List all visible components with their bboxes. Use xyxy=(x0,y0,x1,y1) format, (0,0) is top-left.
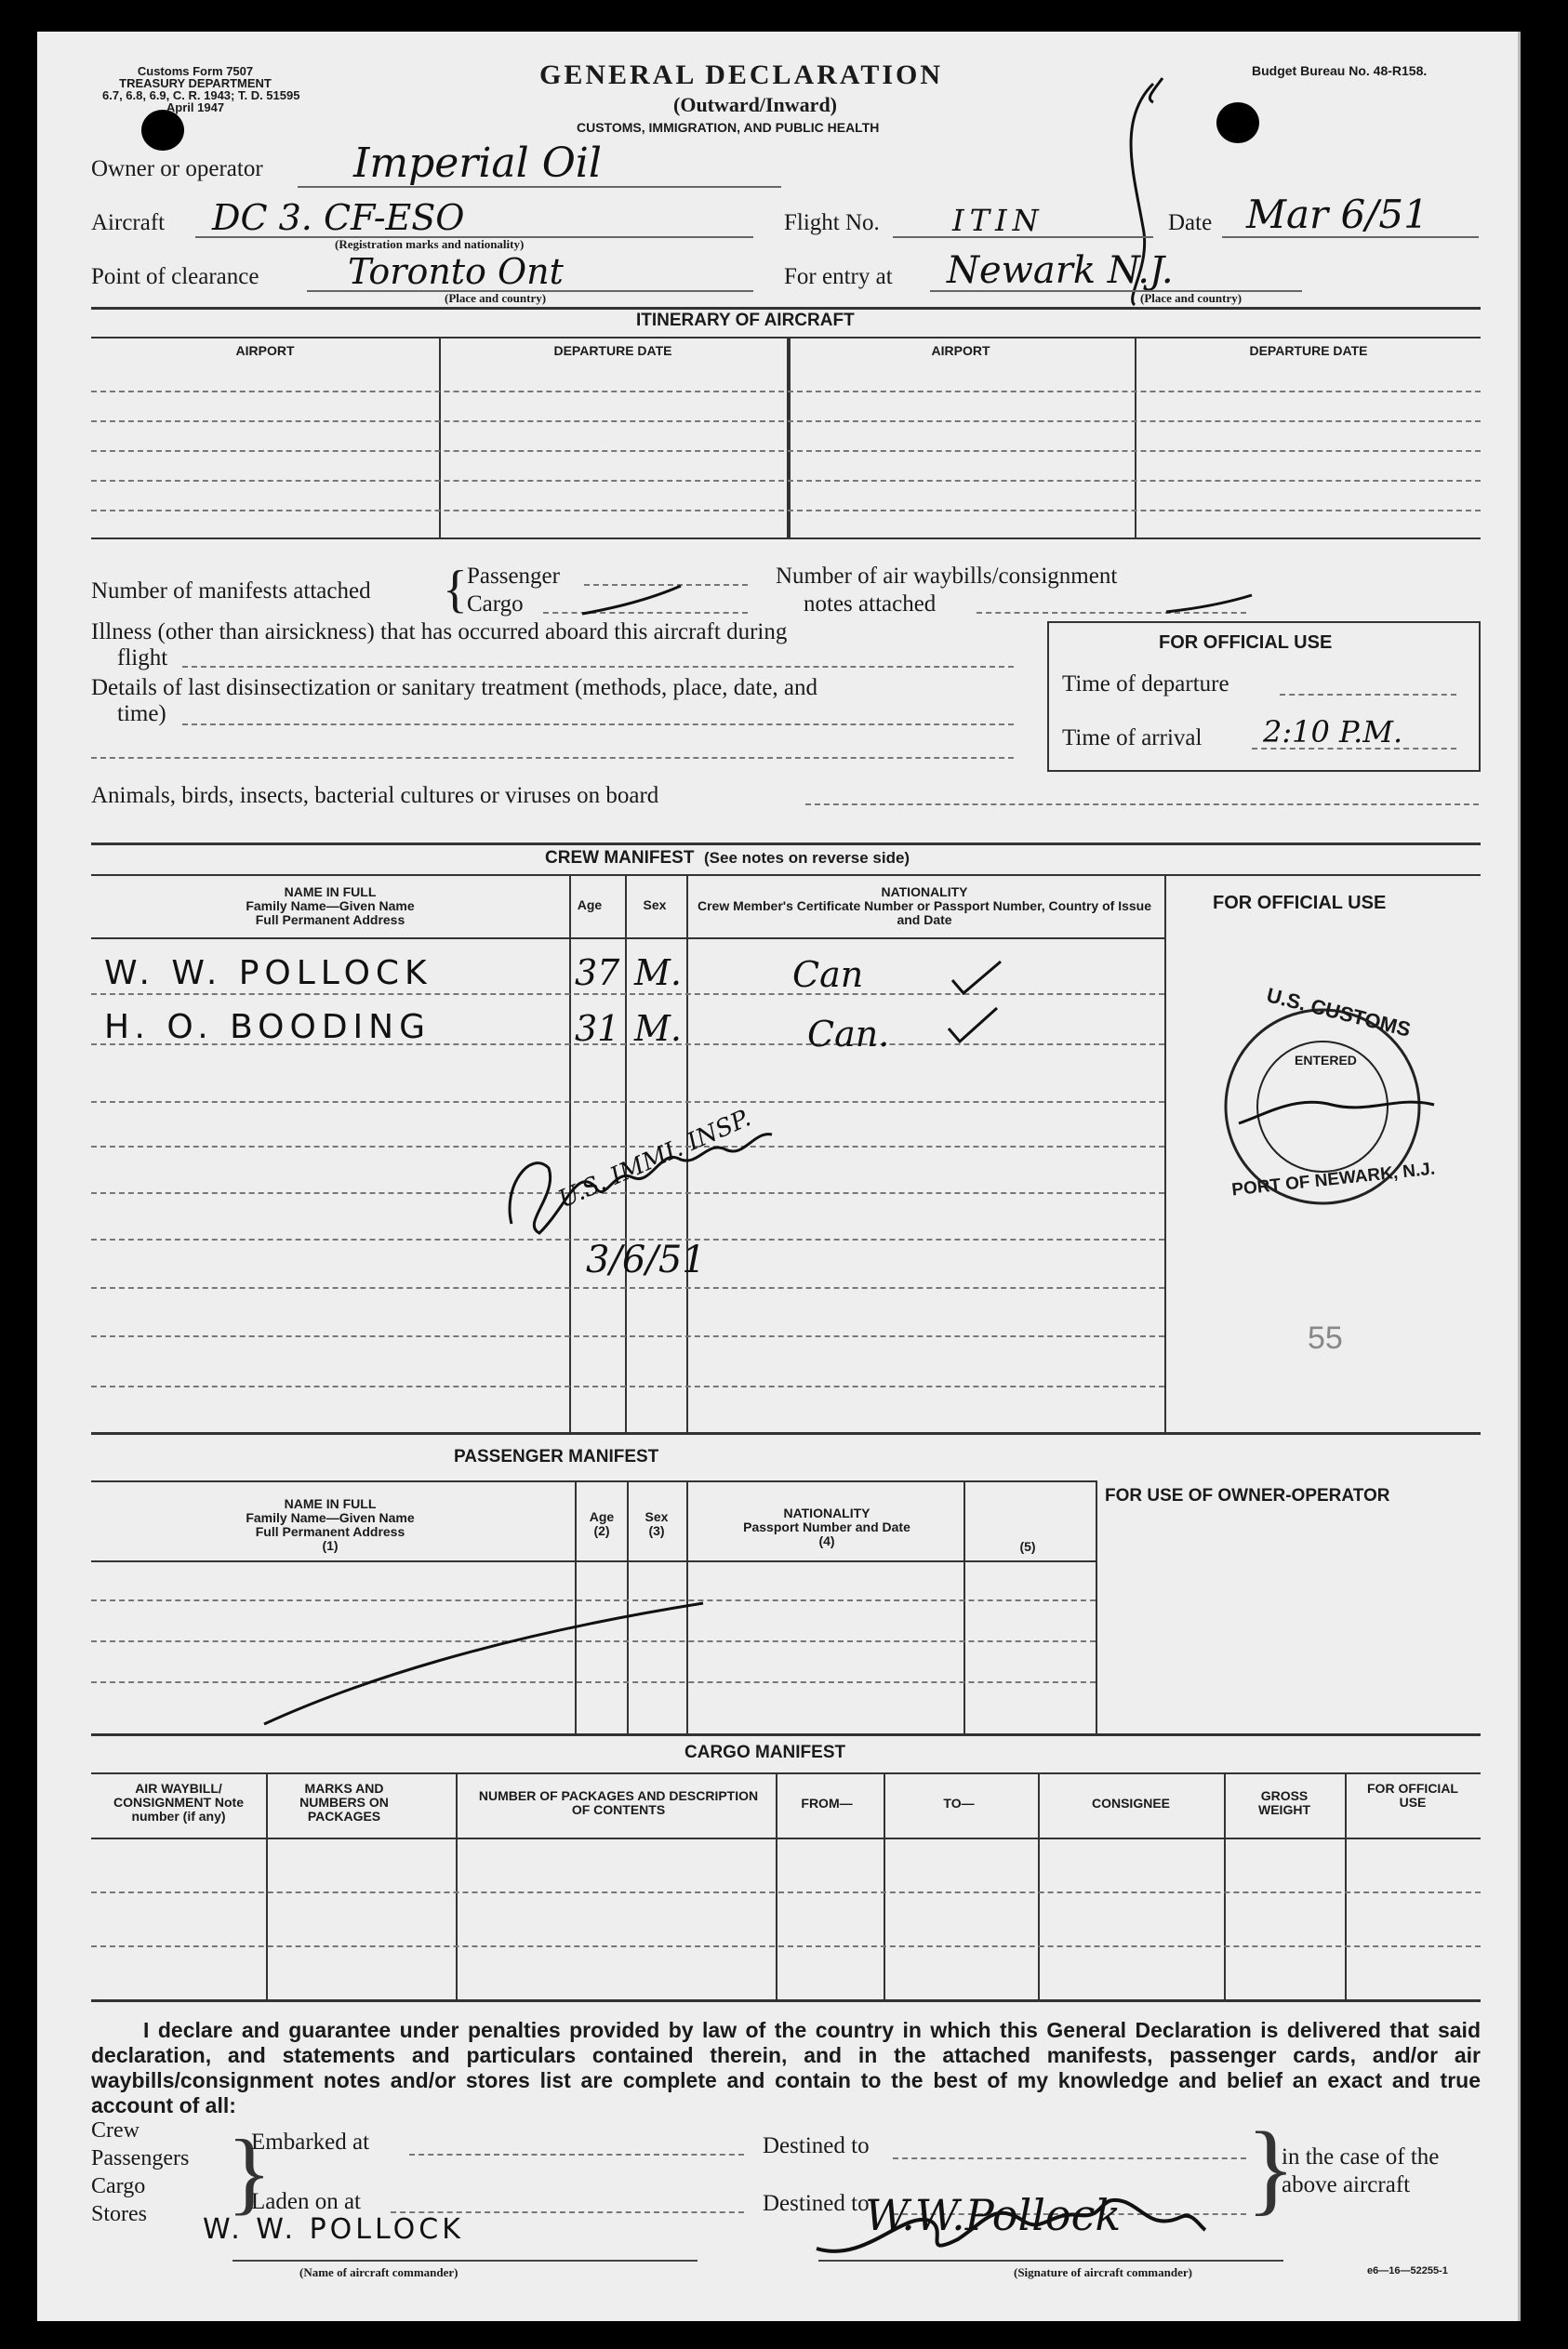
passenger-col-sex-2: (3) xyxy=(648,1523,665,1538)
signature-caption: (Signature of aircraft commander) xyxy=(1014,2265,1192,2279)
passenger-col-sex xyxy=(631,1510,683,1538)
form-date: April 1947 xyxy=(166,100,225,114)
disinsect-label-2: time) xyxy=(117,701,166,726)
declaration-list xyxy=(91,2117,189,2228)
print-code: e6—16—52255-1 xyxy=(1367,2265,1448,2276)
crew-col-name-3: Full Permanent Address xyxy=(255,912,405,927)
itinerary-row-line xyxy=(91,450,1481,452)
passenger-col-name-3: Full Permanent Address xyxy=(255,1524,405,1539)
cargo-col-from: FROM— xyxy=(801,1796,853,1811)
declaration-brace: } xyxy=(227,2120,272,2223)
list-crew: Crew xyxy=(91,2118,140,2143)
commander-name-line xyxy=(233,2260,698,2262)
destined-brace: } xyxy=(1246,2111,1296,2224)
aircraft-value: DC 3. CF-ESO xyxy=(212,197,465,238)
owner-label: Owner or operator xyxy=(91,156,263,181)
crew-title-row xyxy=(545,848,910,869)
embarked-line xyxy=(409,2154,744,2156)
arrival-time-line xyxy=(1252,748,1456,750)
passenger-col-nat-3: (4) xyxy=(818,1533,835,1548)
crew-col-nat-2: Crew Member's Certificate Number or Passport Number, Country of Issue and Date xyxy=(697,898,1151,927)
waybills-label: Number of air waybills/consignment xyxy=(776,564,1118,589)
entry-value: Newark N.J. xyxy=(947,249,1174,292)
cargo-divider xyxy=(1345,1772,1347,1999)
declaration-text: I declare and guarantee under penalties provided by law of the country in which this General Declaration is delivered that said declaration, and statements and particulars contained therein, and in the attached manifests, passenger cards, and/or air waybills/consignment notes and/or stores list are complete and contain to the best of my knowledge and belief an exact and true account of all: xyxy=(91,2018,1481,2117)
crew-row-line xyxy=(91,1335,1164,1337)
crew-row-1-age: 37 xyxy=(575,952,620,993)
itinerary-col-date-1: DEPARTURE DATE xyxy=(553,343,672,358)
cargo-col-consignee: CONSIGNEE xyxy=(1091,1796,1170,1811)
page-subtitle-2: CUSTOMS, IMMIGRATION, AND PUBLIC HEALTH xyxy=(577,120,880,135)
page-number: 55 xyxy=(1308,1320,1343,1356)
cargo-row-line xyxy=(91,1891,1481,1893)
cargo-col-to: TO— xyxy=(943,1796,975,1811)
commander-signature xyxy=(809,2174,1209,2267)
crew-row-2-age: 31 xyxy=(575,1008,620,1049)
passenger-col-name-4: (1) xyxy=(322,1538,339,1553)
embarked-label: Embarked at xyxy=(251,2130,370,2155)
cargo-bottom-border xyxy=(91,1999,1481,2002)
manifest-cargo-label: Cargo xyxy=(467,591,524,617)
date-value: Mar 6/51 xyxy=(1246,192,1428,237)
passenger-col-sex-1: Sex xyxy=(644,1509,669,1524)
passenger-divider xyxy=(1096,1480,1097,1733)
departure-time-label: Time of departure xyxy=(1062,671,1229,697)
crew-divider xyxy=(1164,874,1166,1432)
cargo-col-official: FOR OFFICIAL USE xyxy=(1367,1781,1458,1810)
date-underline xyxy=(1222,236,1479,238)
immigration-note: U.S. IMMI. INSP. xyxy=(554,1104,755,1214)
form-number: Customs Form 7507 xyxy=(137,64,254,78)
itinerary-row-line xyxy=(91,510,1481,511)
disinsect-line xyxy=(182,723,1014,725)
itinerary-bottom-border xyxy=(91,537,1481,539)
list-passengers: Passengers xyxy=(91,2146,190,2170)
crew-col-name-2: Family Name—Given Name xyxy=(246,898,415,913)
signature-line xyxy=(818,2260,1283,2262)
cargo-row-line xyxy=(91,1945,1481,1947)
in-case-label-2: above aircraft xyxy=(1282,2172,1411,2197)
laden-line xyxy=(391,2211,744,2213)
itinerary-row-line xyxy=(91,420,1481,422)
manifest-passenger-label: Passenger xyxy=(467,564,560,589)
stamp-bottom-text: PORT OF NEWARK, N.J. xyxy=(1230,1159,1437,1201)
itinerary-col-date-2: DEPARTURE DATE xyxy=(1249,343,1368,358)
crew-row-line xyxy=(91,1101,1164,1103)
arrival-time-label: Time of arrival xyxy=(1062,725,1203,750)
passenger-col-name xyxy=(93,1497,567,1553)
flight-value: ITIN xyxy=(952,203,1044,238)
passenger-col-age xyxy=(578,1510,625,1538)
punch-hole xyxy=(1216,102,1259,143)
punch-hole xyxy=(141,110,184,151)
destined-label-2: Destined to xyxy=(763,2191,870,2216)
cargo-dash-mark xyxy=(577,582,688,619)
crew-col-nat-1: NATIONALITY xyxy=(881,884,968,899)
manifests-brace: { xyxy=(443,561,468,618)
stamp-entered-text: ENTERED xyxy=(1295,1053,1357,1068)
passenger-col-age-2: (2) xyxy=(593,1523,610,1538)
waybills-dash-mark xyxy=(1163,591,1256,619)
entry-label: For entry at xyxy=(784,264,893,289)
in-case-label: in the case of the xyxy=(1282,2144,1440,2170)
entry-caption: (Place and country) xyxy=(1140,291,1242,305)
itinerary-header-line xyxy=(91,337,1481,338)
itinerary-row-line xyxy=(91,480,1481,482)
commander-signature-text: W.W.Pollock xyxy=(865,2190,1122,2240)
date-label: Date xyxy=(1168,210,1213,235)
flight-label: Flight No. xyxy=(784,210,880,235)
crew-col-name xyxy=(93,885,567,927)
clearance-label: Point of clearance xyxy=(91,264,259,289)
crew-title-note: (See notes on reverse side) xyxy=(704,849,910,867)
crew-row-1-sex: M. xyxy=(634,952,682,993)
immigration-date: 3/6/51 xyxy=(586,1239,706,1281)
passenger-header-bottom xyxy=(91,1560,1096,1562)
cargo-top-border xyxy=(91,1733,1481,1736)
commander-name: W. W. POLLOCK xyxy=(203,2213,464,2246)
cargo-col-packages: NUMBER OF PACKAGES AND DESCRIPTION OF CONTENTS xyxy=(478,1788,759,1817)
animals-line xyxy=(805,803,1479,805)
crew-row-2-name: H. O. BOODING xyxy=(104,1008,431,1046)
crew-header-top xyxy=(91,874,1481,876)
itinerary-col-airport-1: AIRPORT xyxy=(235,343,295,358)
name-caption: (Name of aircraft commander) xyxy=(299,2265,458,2279)
cargo-col-marks: MARKS AND NUMBERS ON PACKAGES xyxy=(299,1781,389,1824)
passenger-strike-line xyxy=(260,1599,707,1730)
passenger-col-owner: FOR USE OF OWNER-OPERATOR xyxy=(1105,1486,1390,1506)
cargo-col-weight: GROSS WEIGHT xyxy=(1258,1788,1310,1817)
regulation-ref: 6.7, 6.8, 6.9, C. R. 1943; T. D. 51595 xyxy=(102,88,300,102)
cargo-header-top xyxy=(91,1772,1481,1774)
passenger-col-nat-1: NATIONALITY xyxy=(783,1506,870,1520)
crew-col-nationality xyxy=(692,885,1157,927)
department: TREASURY DEPARTMENT xyxy=(119,76,272,90)
passenger-col-name-1: NAME IN FULL xyxy=(284,1496,377,1511)
page-title: GENERAL DECLARATION xyxy=(539,60,944,90)
crew-col-age: Age xyxy=(577,897,603,912)
crew-row-line xyxy=(91,1386,1164,1387)
list-cargo: Cargo xyxy=(91,2174,146,2198)
crew-col-sex: Sex xyxy=(643,897,667,912)
crew-title: CREW MANIFEST xyxy=(545,848,695,868)
passenger-divider xyxy=(963,1480,965,1733)
owner-value: Imperial Oil xyxy=(353,139,602,187)
passenger-title: PASSENGER MANIFEST xyxy=(454,1447,659,1466)
clearance-value: Toronto Ont xyxy=(348,251,564,292)
itinerary-title: ITINERARY OF AIRCRAFT xyxy=(636,311,855,330)
aircraft-caption: (Registration marks and nationality) xyxy=(335,237,525,251)
crew-row-2-sex: M. xyxy=(634,1008,682,1049)
illness-line xyxy=(182,666,1014,668)
cargo-divider xyxy=(1038,1772,1040,1999)
passenger-col-nat-2: Passport Number and Date xyxy=(743,1520,910,1534)
arrival-time-value: 2:10 P.M. xyxy=(1263,714,1403,750)
laden-label: Laden on at xyxy=(251,2189,362,2214)
illness-label-2: flight xyxy=(117,645,168,670)
passenger-header-top xyxy=(91,1480,1096,1482)
flight-underline xyxy=(893,236,1153,238)
official-use-title: FOR OFFICIAL USE xyxy=(1159,632,1333,653)
cargo-divider xyxy=(776,1772,777,1999)
itinerary-divider xyxy=(1135,338,1136,537)
passenger-col-nationality xyxy=(692,1506,962,1548)
crew-row-2-nationality: Can. xyxy=(807,1014,890,1055)
crew-row-line xyxy=(91,1287,1164,1289)
destined-label-1: Destined to xyxy=(763,2133,870,2158)
itinerary-row-line xyxy=(91,391,1481,392)
passenger-top-border xyxy=(91,1432,1481,1435)
itinerary-top-border xyxy=(91,307,1481,310)
disinsect-line-2 xyxy=(91,757,1014,759)
entry-underline xyxy=(930,290,1302,292)
waybills-label-2: notes attached xyxy=(804,591,937,617)
manifests-number-label: Number of manifests attached xyxy=(91,578,371,604)
check-mark xyxy=(949,958,1004,999)
cargo-divider xyxy=(1224,1772,1226,1999)
aircraft-label: Aircraft xyxy=(91,210,166,235)
page-subtitle: (Outward/Inward) xyxy=(673,93,838,116)
crew-col-official: FOR OFFICIAL USE xyxy=(1213,893,1387,913)
itinerary-divider xyxy=(439,338,441,537)
cargo-divider xyxy=(266,1772,268,1999)
clearance-caption: (Place and country) xyxy=(445,291,547,305)
cargo-header-bottom xyxy=(91,1838,1481,1839)
cargo-title: CARGO MANIFEST xyxy=(684,1743,846,1762)
cargo-divider xyxy=(884,1772,885,1999)
itinerary-col-airport-2: AIRPORT xyxy=(931,343,990,358)
crew-col-name-1: NAME IN FULL xyxy=(284,884,377,899)
passenger-col-age-1: Age xyxy=(589,1509,615,1524)
budget-number: Budget Bureau No. 48-R158. xyxy=(1252,63,1428,78)
itinerary-divider xyxy=(787,338,791,537)
disinsect-label: Details of last disinsectization or sanitary treatment (methods, place, date, and xyxy=(91,675,817,700)
illness-label: Illness (other than airsickness) that has occurred aboard this aircraft during xyxy=(91,619,788,644)
cargo-divider xyxy=(456,1772,458,1999)
destined-line-1 xyxy=(893,2157,1246,2159)
form-id xyxy=(102,64,300,114)
crew-row-1-name: W. W. POLLOCK xyxy=(104,954,432,992)
departure-time-line xyxy=(1280,694,1456,696)
check-mark xyxy=(945,1004,1001,1045)
animals-label: Animals, birds, insects, bacterial cultures or viruses on board xyxy=(91,783,659,808)
cargo-col-waybill: AIR WAYBILL/ CONSIGNMENT Note number (if any) xyxy=(113,1781,244,1824)
owner-underline xyxy=(298,186,781,188)
stamp-top-text: U.S. CUSTOMS xyxy=(1264,983,1414,1042)
crew-row-1-nationality: Can xyxy=(792,954,864,995)
crew-header-bottom xyxy=(91,937,1164,939)
crew-top-border xyxy=(91,843,1481,845)
passenger-col-name-2: Family Name—Given Name xyxy=(246,1510,415,1525)
passenger-col-5: (5) xyxy=(1019,1539,1036,1554)
list-stores: Stores xyxy=(91,2202,147,2226)
